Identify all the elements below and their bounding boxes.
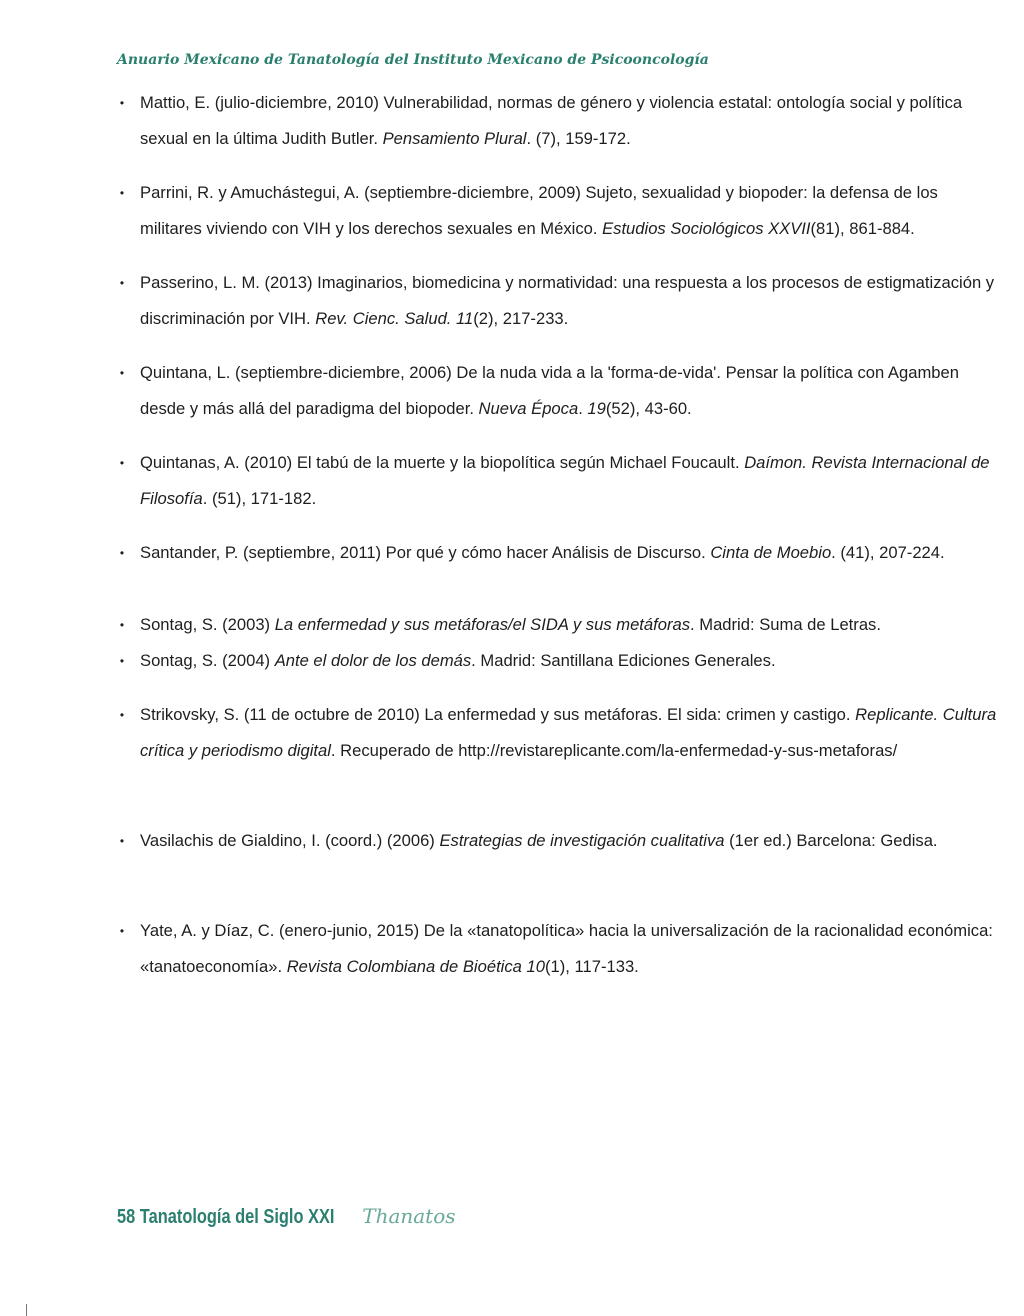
reference-text bbox=[140, 823, 997, 859]
reference-text-part: Santander, P. (septiembre, 2011) Por qué y cómo hacer Análisis de Discurso. bbox=[140, 543, 711, 562]
reference-item bbox=[117, 175, 997, 247]
reference-text-part: . Madrid: Suma de Letras. bbox=[690, 615, 881, 634]
reference-text bbox=[140, 535, 997, 571]
reference-text bbox=[140, 445, 997, 517]
bullet-icon: • bbox=[119, 456, 125, 470]
reference-url-text: . Recuperado de http://revistareplicante.com/la-enfermedad-y-sus-metaforas/ bbox=[330, 741, 898, 760]
reference-text-part: Quintanas, A. (2010) El tabú de la muerte y la biopolítica según Michael Foucault. bbox=[140, 453, 745, 472]
reference-text-part: Quintana, L. (septiembre-diciembre, 2006) De la nuda vida a la 'forma-de-vida'. Pensar la política con Agamben desde y más allá del paradigma del biopoder. bbox=[140, 363, 959, 418]
reference-item bbox=[117, 535, 997, 571]
reference-source-title: Pensamiento Plural bbox=[382, 129, 527, 148]
reference-item bbox=[117, 355, 997, 427]
bullet-icon: • bbox=[119, 186, 125, 200]
running-header: Anuario Mexicano de Tanatología del Instituto Mexicano de Psicooncología bbox=[117, 52, 709, 68]
reference-text-part: . Madrid: Santillana Ediciones Generales. bbox=[471, 651, 776, 670]
footer-logo-text: Thanatos bbox=[362, 1204, 456, 1228]
bullet-icon: • bbox=[119, 546, 125, 560]
reference-source-title: Revista Colombiana de Bioética bbox=[286, 957, 522, 976]
reference-source-title: Cinta de Moebio bbox=[710, 543, 832, 562]
reference-text-part: . (51), 171-182. bbox=[202, 489, 317, 508]
reference-source-title: Replicante. Cultura crítica y periodismo digital bbox=[140, 705, 997, 760]
reference-volume: 19 bbox=[587, 399, 606, 418]
reference-text bbox=[140, 643, 997, 679]
reference-source-title: Estrategias de investigación cualitativa bbox=[439, 831, 725, 850]
reference-text-part: . (41), 207-224. bbox=[831, 543, 945, 562]
reference-item bbox=[117, 607, 997, 643]
reference-source-title: Estudios Sociológicos XXVII bbox=[602, 219, 811, 238]
reference-text bbox=[140, 85, 997, 157]
reference-item bbox=[117, 643, 997, 679]
footer-page-title: 58 Tanatología del Siglo XXI bbox=[117, 1206, 335, 1228]
reference-text bbox=[140, 175, 997, 247]
reference-text bbox=[140, 697, 997, 769]
reference-item bbox=[117, 265, 997, 337]
reference-text-part: Yate, A. y Díaz, C. (enero-junio, 2015) De la «tanatopolítica» hacia la universalización de la racionalidad económica: «tanatoeconomía». bbox=[140, 921, 993, 976]
bullet-icon: • bbox=[119, 366, 125, 380]
reference-item bbox=[117, 445, 997, 517]
reference-text-part: Sontag, S. (2004) bbox=[140, 651, 275, 670]
reference-source-title: Rev. Cienc. Salud. 11 bbox=[315, 309, 474, 328]
reference-text bbox=[140, 265, 997, 337]
reference-text-part: (1), 117-133. bbox=[545, 957, 639, 976]
reference-text-part: . (7), 159-172. bbox=[526, 129, 631, 148]
bullet-icon: • bbox=[119, 276, 125, 290]
reference-text-part: Sontag, S. (2003) bbox=[140, 615, 275, 634]
bullet-icon: • bbox=[119, 654, 125, 668]
bullet-icon: • bbox=[119, 618, 125, 632]
reference-source-title: Daímon. Revista Internacional de Filosofía bbox=[140, 453, 990, 508]
reference-item bbox=[117, 913, 997, 985]
reference-text-part: Passerino, L. M. (2013) Imaginarios, biomedicina y normatividad: una respuesta a los procesos de estigmatización y discriminación por VIH. bbox=[140, 273, 995, 328]
reference-text-part: Parrini, R. y Amuchástegui, A. (septiembre-diciembre, 2009) Sujeto, sexualidad y biopoder: la defensa de los militares viviendo con VIH y los derechos sexuales en México. bbox=[140, 183, 938, 238]
reference-source-title: Ante el dolor de los demás bbox=[274, 651, 472, 670]
reference-text bbox=[140, 607, 997, 643]
page-footer bbox=[117, 1204, 456, 1229]
margin-mark bbox=[26, 1304, 27, 1316]
reference-text-part: (2), 217-233. bbox=[473, 309, 569, 328]
bullet-icon: • bbox=[119, 924, 125, 938]
reference-text-part: (1er ed.) Barcelona: Gedisa. bbox=[724, 831, 938, 850]
reference-source-title: La enfermedad y sus metáforas/el SIDA y sus metáforas bbox=[274, 615, 691, 634]
reference-item bbox=[117, 85, 997, 157]
reference-volume: 10 bbox=[526, 957, 545, 976]
reference-text-part: . bbox=[578, 399, 588, 418]
reference-text-part: Mattio, E. (julio-diciembre, 2010) Vulnerabilidad, normas de género y violencia estatal: ontología social y política sexual en la última Judith Butler. bbox=[140, 93, 963, 148]
reference-source-title: Nueva Época bbox=[478, 399, 579, 418]
reference-item bbox=[117, 697, 997, 769]
reference-text bbox=[140, 913, 997, 985]
bullet-icon: • bbox=[119, 708, 125, 722]
bullet-icon: • bbox=[119, 834, 125, 848]
reference-text-part: Vasilachis de Gialdino, I. (coord.) (2006) bbox=[140, 831, 440, 850]
bullet-icon: • bbox=[119, 96, 125, 110]
reference-item bbox=[117, 823, 997, 859]
reference-text bbox=[140, 355, 997, 427]
reference-text-part: (81), 861-884. bbox=[810, 219, 915, 238]
reference-text-part: (52), 43-60. bbox=[605, 399, 692, 418]
reference-text-part: Strikovsky, S. (11 de octubre de 2010) La enfermedad y sus metáforas. El sida: crimen y castigo. bbox=[140, 705, 856, 724]
